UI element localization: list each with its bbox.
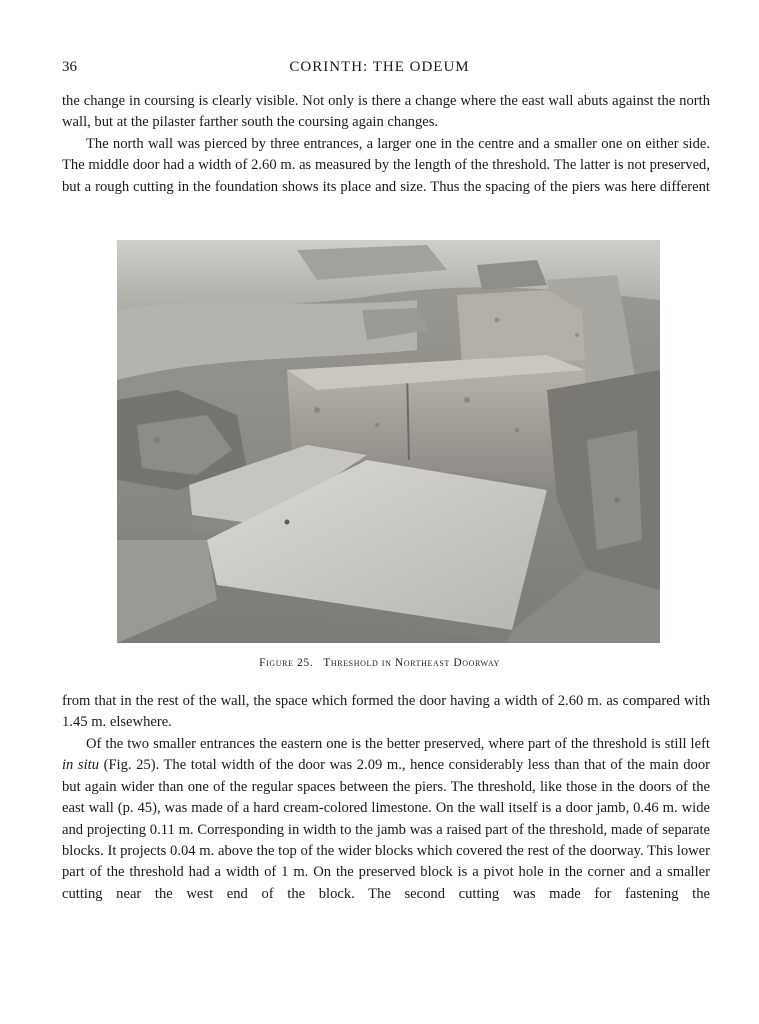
figure-label: Figure 25. — [259, 657, 314, 669]
figure-title: Threshold in Northeast Doorway — [323, 657, 500, 669]
figure-25-photo — [117, 240, 660, 643]
p2-text-after: (Fig. 25). The total width of the door was 2.09 m., hence considerably less than that of the main door but again wider than one of the regular spaces between the piers. The threshold, like those in the doors of the east wall (p. 45), was made of a hard cream-colored limestone. On the wall itself is a door jamb, 0.46 m. wide and projecting 0.11 m. Corresponding in width to the jamb was a raised part of the threshold, made of separate blocks. It projects 0.04 m. above the top of the wider blocks which covered the rest of the doorway. This lower part of the threshold had a width of 1 m. On the preserved block is a pivot hole in the corner and a smaller cutting near the west end of the block. The second cutting was made for fastening the — [62, 757, 710, 902]
running-title: CORINTH: THE ODEUM — [289, 59, 470, 75]
page-number: 36 — [62, 59, 77, 75]
paragraph-north-wall: The north wall was pierced by three entrances, a larger one in the centre and a smaller one on either side. The middle door had a width of 2.60 m. as measured by the length of the threshold. The latter is not preserved, but a rough cutting in the foundation shows its place and size. Thus the spacing of the piers was here different — [62, 136, 710, 195]
figure-caption — [0, 657, 759, 669]
paragraph-continuation: the change in coursing is clearly visible. Not only is there a change where the east wall abuts against the north wall, but at the pilaster farther south the coursing again changes. — [62, 93, 710, 131]
paragraph-door-width: from that in the rest of the wall, the space which formed the door having a width of 2.60 m. as compared with 1.45 m. elsewhere. — [62, 693, 710, 731]
paragraph-smaller-entrances — [62, 734, 710, 905]
p2-text-before: Of the two smaller entrances the eastern one is the better preserved, where part of the threshold is still left — [86, 736, 710, 752]
p2-italic: in situ — [62, 757, 100, 774]
